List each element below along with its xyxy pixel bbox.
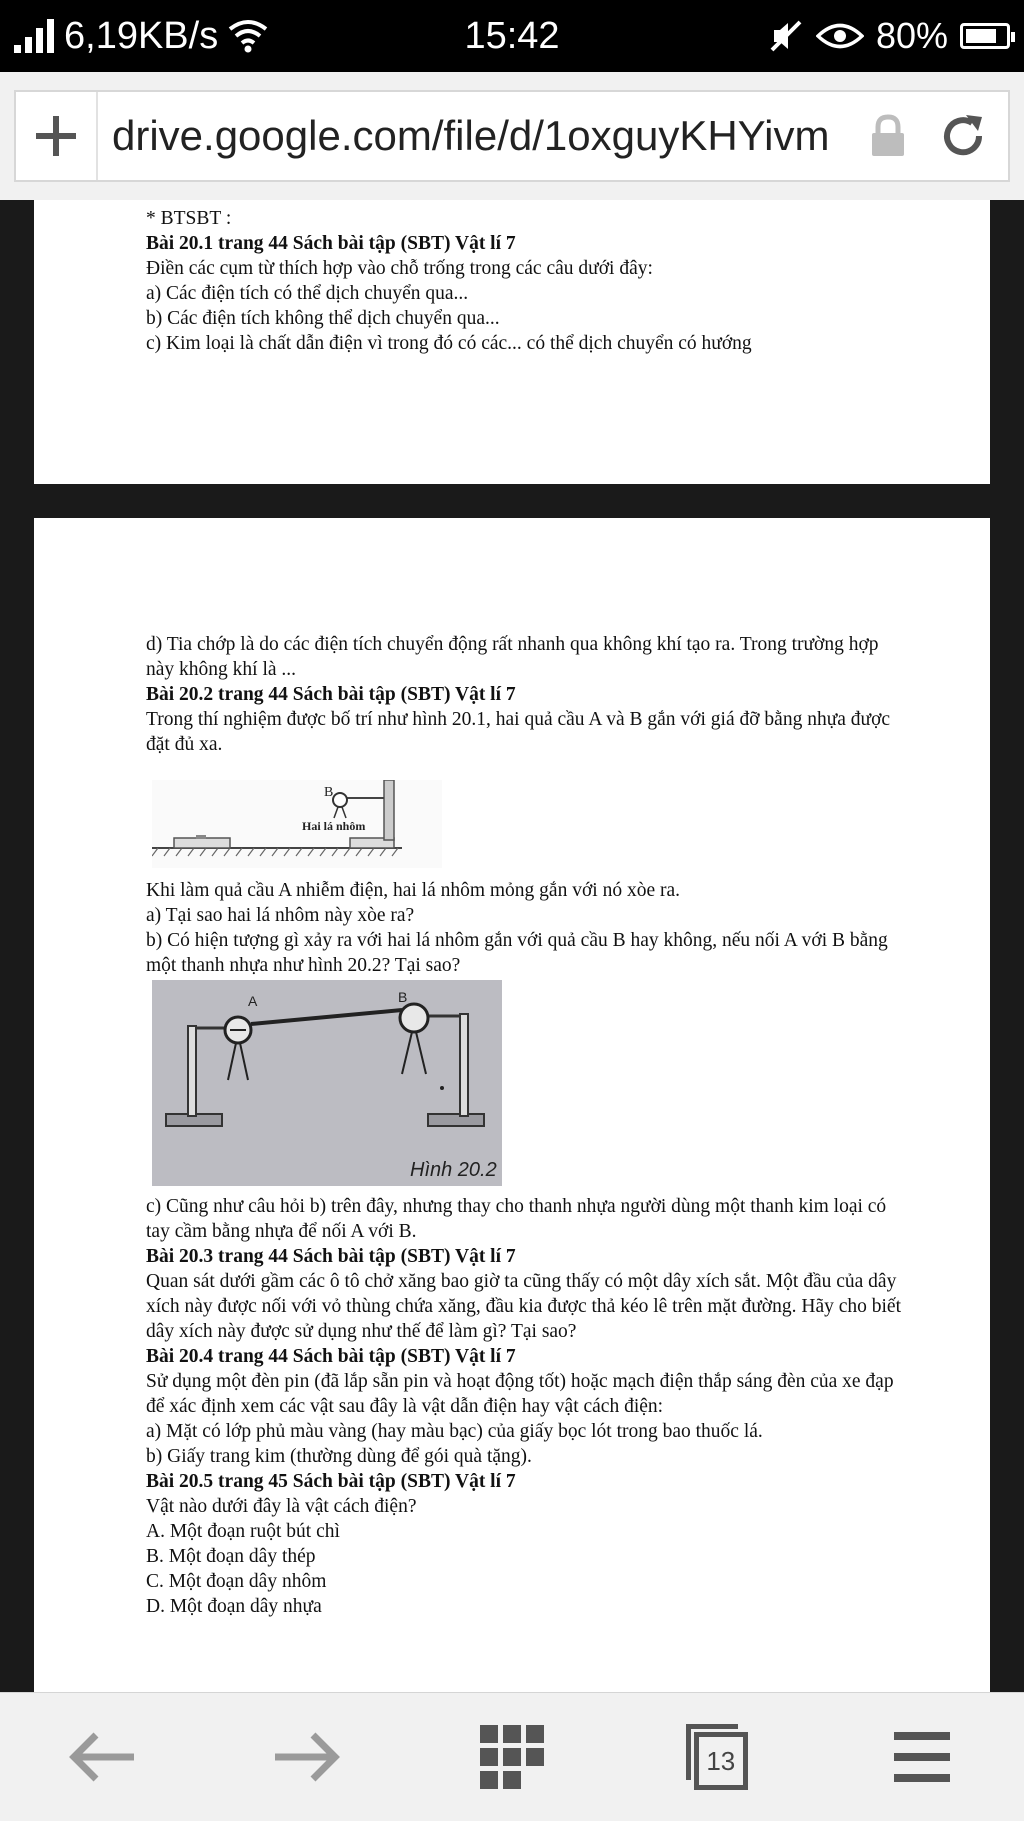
text-line: Khi làm quả cầu A nhiễm điện, hai lá nhôm mỏng gắn với nó xòe ra. <box>146 880 680 901</box>
battery-fill <box>966 29 996 43</box>
text-line: a) Mặt có lớp phủ màu vàng (hay màu bạc) của giấy bọc lót trong bao thuốc lá. <box>146 1421 763 1442</box>
section-heading: Bài 20.4 trang 44 Sách bài tập (SBT) Vật lí 7 <box>146 1346 516 1367</box>
status-bar <box>0 0 1024 72</box>
fig1-caption: Hai lá nhôm <box>302 819 366 833</box>
text-line: a) Tại sao hai lá nhôm này xòe ra? <box>146 905 415 926</box>
reload-icon <box>938 111 988 161</box>
text-line: d) Tia chớp là do các điện tích chuyển động rất nhanh qua không khí tạo ra. Trong trường hợp này không khí là ... <box>146 634 879 680</box>
section-heading: Bài 20.2 trang 44 Sách bài tập (SBT) Vật lí 7 <box>146 684 516 705</box>
tabs-icon <box>686 1724 748 1790</box>
eye-icon <box>816 21 864 51</box>
text-line: Quan sát dưới gầm các ô tô chở xăng bao giờ ta cũng thấy có một dây xích sắt. Một đầu của dây xích này được nối với vỏ thùng chứa xăng, đầu kia được thả kéo lê trên mặt đường. Hãy cho biết dây xích này được sử dụng như thế để làm gì? Tại sao? <box>146 1271 901 1342</box>
section-heading: Bài 20.5 trang 45 Sách bài tập (SBT) Vật lí 7 <box>146 1471 516 1492</box>
reload-button[interactable] <box>918 111 1008 161</box>
fig1-label-b: B <box>324 785 334 800</box>
url-field[interactable]: drive.google.com/file/d/1oxguyKHYivm <box>112 112 830 159</box>
new-tab-button[interactable] <box>16 92 98 180</box>
menu-icon <box>894 1732 950 1782</box>
document-page <box>34 518 990 1692</box>
text-line: D. Một đoạn dây nhựa <box>146 1596 322 1617</box>
text-line: B. Một đoạn dây thép <box>146 1546 316 1567</box>
fig2-label-b: B <box>398 989 408 1005</box>
page2-block3 <box>146 1194 910 1619</box>
plus-icon <box>34 114 78 158</box>
tab-count: 13 <box>694 1732 748 1790</box>
fig2-caption: Hình 20.2 <box>410 1159 497 1181</box>
status-right <box>768 0 1010 72</box>
network-speed: 6,19KB/s <box>64 14 219 57</box>
grid-icon <box>480 1725 544 1789</box>
section-heading: Bài 20.3 trang 44 Sách bài tập (SBT) Vật lí 7 <box>146 1246 516 1267</box>
address-bar <box>0 72 1024 200</box>
fig2-label-a: A <box>248 993 258 1009</box>
address-box <box>14 90 1010 182</box>
menu-button[interactable] <box>862 1707 982 1807</box>
page2-block2 <box>146 878 910 978</box>
page2-block1 <box>146 632 910 757</box>
tabs-button[interactable] <box>657 1707 777 1807</box>
battery-icon <box>960 23 1010 49</box>
section-heading: Bài 20.1 trang 44 Sách bài tập (SBT) Vật lí 7 <box>146 233 516 254</box>
document-viewer[interactable] <box>0 200 1024 1692</box>
bottom-toolbar <box>0 1692 1024 1821</box>
forward-arrow-icon <box>271 1729 343 1785</box>
forward-button[interactable] <box>247 1707 367 1807</box>
figure-20-2 <box>152 980 502 1186</box>
clock: 15:42 <box>464 15 560 57</box>
text-line: Vật nào dưới đây là vật cách điện? <box>146 1496 417 1517</box>
text-line: C. Một đoạn dây nhôm <box>146 1571 327 1592</box>
figure-20-1 <box>152 780 442 868</box>
text-line: Điền các cụm từ thích hợp vào chỗ trống trong các câu dưới đây: <box>146 258 653 279</box>
text-line: c) Kim loại là chất dẫn điện vì trong đó có các... có thể dịch chuyển có hướng <box>146 333 752 354</box>
apps-button[interactable] <box>452 1707 572 1807</box>
text-line: a) Các điện tích có thể dịch chuyển qua... <box>146 283 469 304</box>
page1-text <box>146 206 910 356</box>
lock-icon <box>858 114 918 158</box>
mute-icon <box>768 18 804 54</box>
back-arrow-icon <box>66 1729 138 1785</box>
text-line: Trong thí nghiệm được bố trí như hình 20.1, hai quả cầu A và B gắn với giá đỡ bằng nhựa được đặt đủ xa. <box>146 709 891 755</box>
text-line: A. Một đoạn ruột bút chì <box>146 1521 340 1542</box>
document-page <box>34 200 990 484</box>
text-line: Sử dụng một đèn pin (đã lắp sẵn pin và hoạt động tốt) hoặc mạch điện thắp sáng đèn của xe đạp để xác định xem các vật sau đây là vật dẫn điện hay vật cách điện: <box>146 1371 894 1417</box>
text-line: c) Cũng như câu hỏi b) trên đây, nhưng thay cho thanh nhựa người dùng một thanh kim loại có tay cầm bằng nhựa để nối A với B. <box>146 1196 887 1242</box>
text-line: b) Các điện tích không thể dịch chuyển qua... <box>146 308 500 329</box>
back-button[interactable] <box>42 1707 162 1807</box>
text-line: * BTSBT : <box>146 208 232 229</box>
text-line: b) Có hiện tượng gì xảy ra với hai lá nhôm gắn với quả cầu B hay không, nếu nối A với B bằng một thanh nhựa như hình 20.2? Tại sao? <box>146 930 888 976</box>
battery-percent: 80% <box>875 15 948 56</box>
text-line: b) Giấy trang kim (thường dùng để gói quà tặng). <box>146 1446 532 1467</box>
